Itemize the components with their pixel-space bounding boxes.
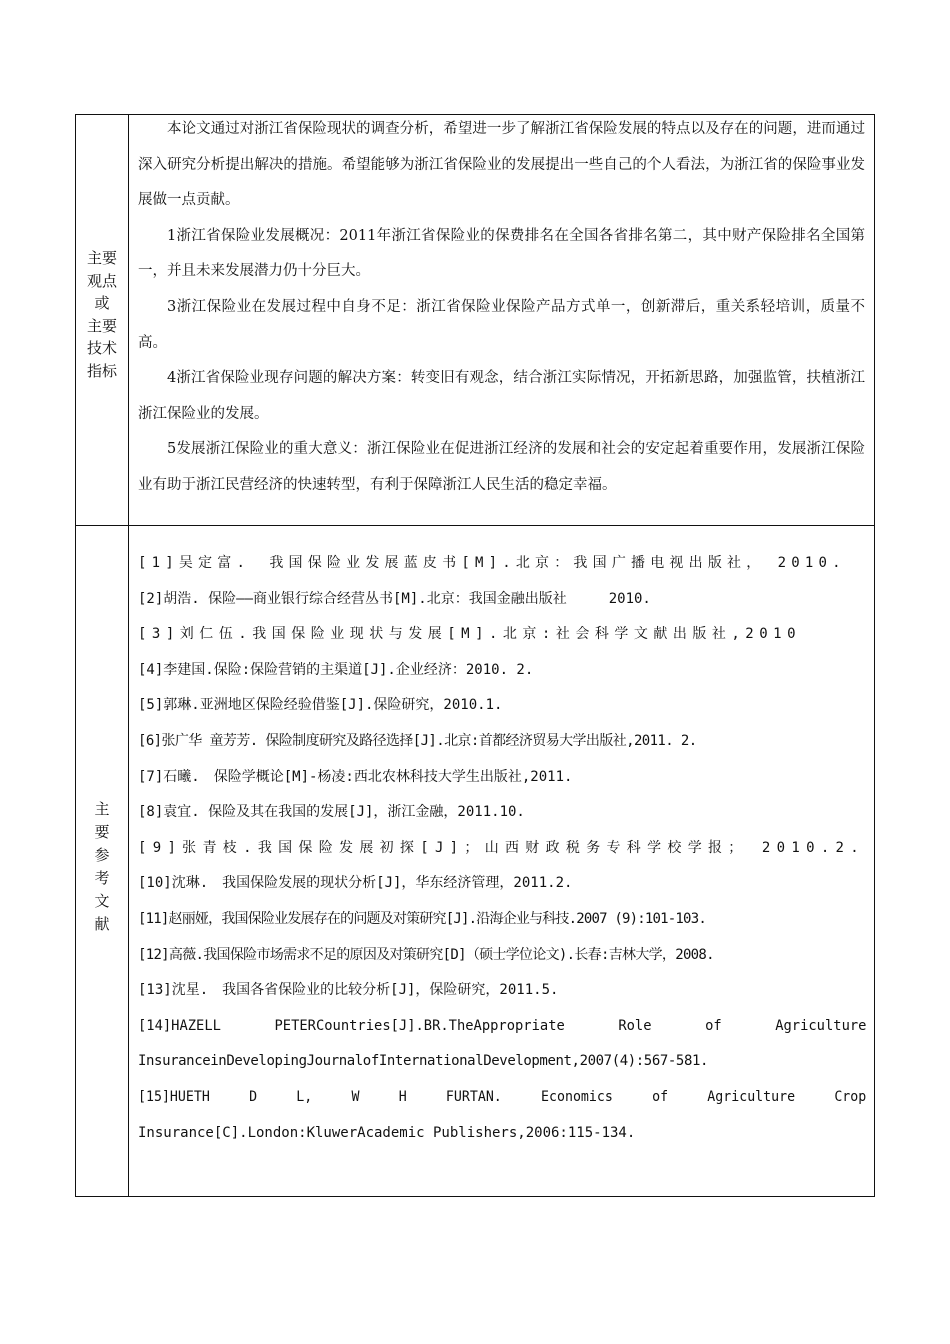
main-points-content-cell: [129, 115, 874, 525]
reference-item: [13]沈星. 我国各省保险业的比较分析[J]，保险研究，2011.5.: [138, 982, 559, 999]
reference-item: [1]吴定富. 我国保险业发展蓝皮书[M].北京：我国广播电视出版社， 2010.: [138, 555, 846, 571]
reference-item: [15]HUETH D L, W H FURTAN. Economics of Agriculture Crop: [138, 1088, 867, 1105]
reference-item: [4]李建国.保险:保险营销的主渠道[J].企业经济：2010. 2.: [138, 661, 534, 678]
reference-item: [2]胡浩. 保险——商业银行综合经营丛书[M].北京：我国金融出版社 2010.: [138, 590, 651, 607]
main-points-label: [76, 247, 128, 382]
reference-item: Insurance[C].London:KluwerAcademic Publishers,2006:115-134.: [138, 1124, 636, 1141]
reference-list: [138, 546, 866, 1151]
paragraph: 5发展浙江保险业的重大意义：浙江保险业在促进浙江经济的发展和社会的安定起着重要作用，发展浙江保险业有助于浙江民营经济的快速转型，有利于保障浙江人民生活的稳定幸福。: [138, 441, 865, 493]
main-points-row: [76, 115, 874, 526]
label-line: 观点: [86, 271, 117, 290]
reference-item: [7]石曦. 保险学概论[M]-杨凌:西北农林科技大学生出版社,2011.: [138, 768, 573, 785]
reference-item: InsuranceinDevelopingJournalofInternationalDevelopment,2007(4):567-581.: [138, 1053, 709, 1070]
references-label: 主要参考文献: [94, 800, 110, 933]
reference-item: [8]袁宜. 保险及其在我国的发展[J]，浙江金融，2011.10.: [138, 804, 525, 821]
references-label-cell: [76, 526, 129, 1196]
reference-item: [10]沈琳. 我国保险发展的现状分析[J]，华东经济管理，2011.2.: [138, 875, 573, 892]
label-line: 主要: [86, 316, 117, 335]
paragraph: 1浙江省保险业发展概况：2011年浙江省保险业的保费排名在全国各省排名第二，其中财产保险排名全国第一，并且未来发展潜力仍十分巨大。: [138, 227, 865, 280]
label-line: 或: [94, 294, 110, 312]
main-points-text: [138, 112, 865, 504]
label-line: 技术: [86, 339, 117, 357]
reference-item: [3]刘仁伍.我国保险业现状与发展[M].北京:社会科学文献出版社,2010: [138, 626, 802, 643]
reference-item: [12]高薇.我国保险市场需求不足的原因及对策研究[D]（硕士学位论文).长春:吉林大学，2008.: [138, 946, 714, 963]
reference-item: [9]张青枝.我国保险发展初探[J]；山西财政税务专科学校学报； 2010.2.: [138, 839, 865, 856]
references-content-cell: [129, 526, 874, 1196]
reference-item: [5]郭琳.亚洲地区保险经验借鉴[J].保险研究，2010.1.: [138, 697, 503, 714]
paragraph: 4浙江省保险业现存问题的解决方案：转变旧有观念，结合浙江实际情况，开拓新思路，加强监管，扶植浙江浙江保险业的发展。: [138, 370, 865, 422]
label-line: 主要: [86, 249, 117, 267]
label-line: 指标: [86, 361, 117, 380]
form-table: [75, 114, 875, 1197]
reference-item: [14]HAZELL PETERCountries[J].BR.TheAppropriate Role of Agriculture: [138, 1017, 867, 1034]
references-row: [76, 526, 874, 1196]
main-points-label-cell: [76, 115, 129, 525]
paragraph: 本论文通过对浙江省保险现状的调查分析，希望进一步了解浙江省保险发展的特点以及存在的问题，进而通过深入研究分析提出解决的措施。希望能够为浙江省保险业的发展提出一些自己的个人看法，为浙江省的保险事业发展做一点贡献。: [138, 121, 865, 209]
reference-item: [11]赵丽娅，我国保险业发展存在的问题及对策研究[J].沿海企业与科技.2007 (9):101-103.: [138, 910, 706, 927]
reference-item: [6]张广华 童芳芳. 保险制度研究及路径选择[J].北京:首都经济贸易大学出版社,2011. 2.: [138, 732, 697, 749]
paragraph: 3浙江保险业在发展过程中自身不足：浙江省保险业保险产品方式单一，创新滞后，重关系轻培训，质量不高。: [138, 298, 865, 351]
